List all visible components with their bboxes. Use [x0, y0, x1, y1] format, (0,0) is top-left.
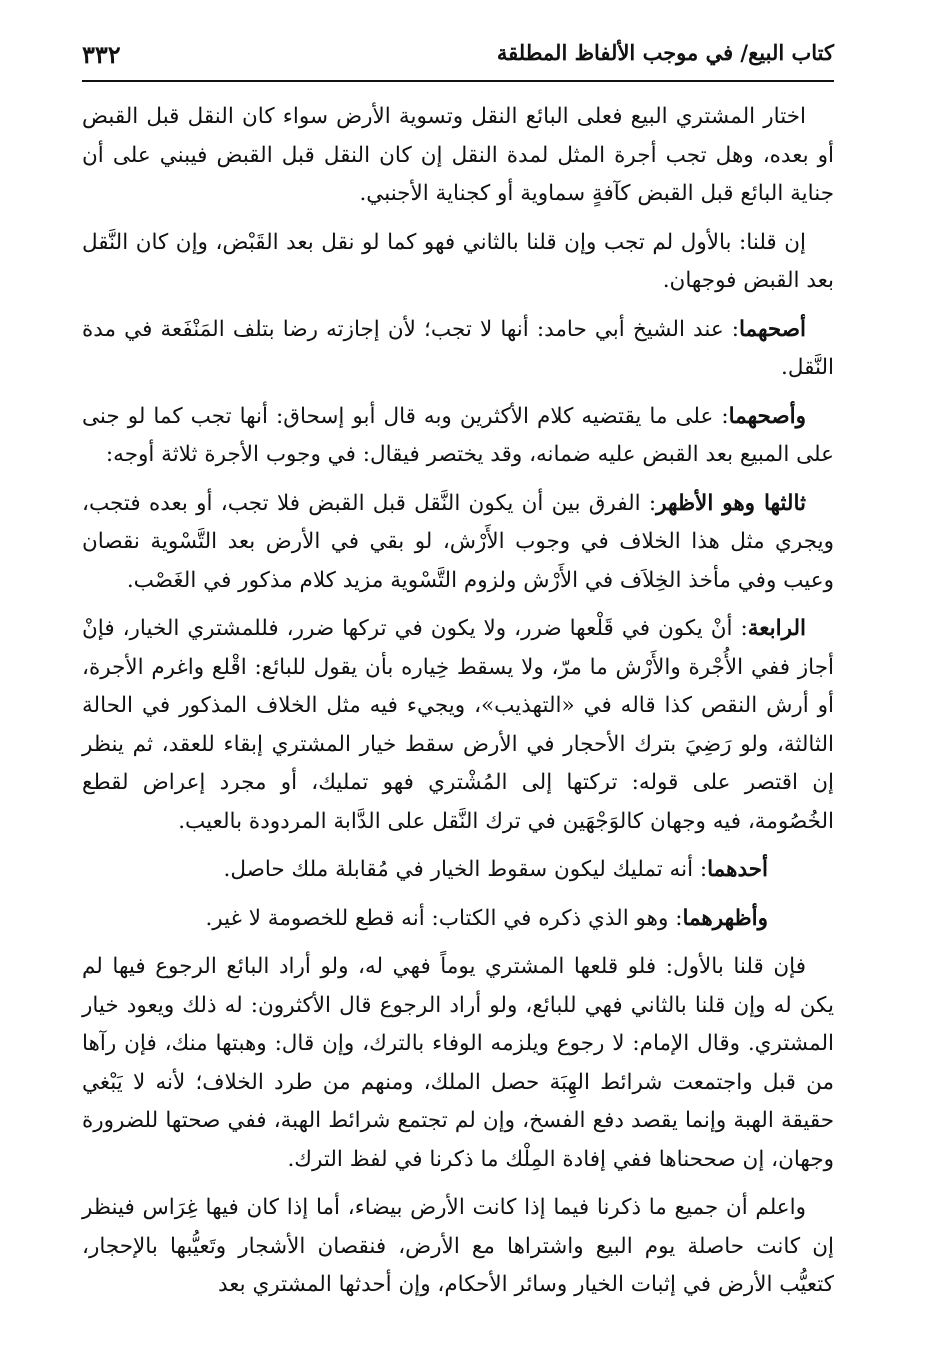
paragraph-text: : عند الشيخ أبي حامد: أنها لا تجب؛ لأن إجازته رضا بتلف المَنْفَعة في مدة النَّقل. [82, 316, 834, 380]
paragraph-text: إن قلنا: بالأول لم تجب وإن قلنا بالثاني فهو كما لو نقل بعد القَبْض، وإن كان النَّقل بعد القبض فوجهان. [82, 229, 834, 293]
paragraph-text: : الفرق بين أن يكون النَّقل قبل القبض فلا تجب، أو بعده فتجب، ويجري مثل هذا الخلاف في وجوب الأَرْش، لو بقي في الأرض بعد التَّسْوية نقصان وعيب وفي مأخذ الخِلاَف في الأَرْش ولزوم التَّسْوية مزيد كلام مذكور في الغَصْب. [82, 490, 834, 593]
paragraph-lead: وأصحهما [728, 403, 806, 429]
paragraph-lead: أحدهما [707, 857, 768, 882]
paragraph-6 [82, 610, 834, 841]
paragraph-7 [82, 851, 834, 890]
paragraph-10 [82, 1189, 834, 1305]
paragraph-8 [82, 900, 834, 939]
paragraph-1 [82, 98, 834, 214]
main-text [82, 98, 834, 1305]
paragraph-text: : وهو الذي ذكره في الكتاب: أنه قطع للخصومة لا غير. [205, 905, 683, 931]
running-head-title: كتاب البيع/ في موجب الألفاظ المطلقة [496, 40, 834, 65]
paragraph-text: فإن قلنا بالأول: فلو قلعها المشتري يوماً فهي له، ولو أراد البائع الرجوع فيها لم يكن له وإن قلنا بالثاني فهي للبائع، ولو أراد الرجوع قال الأكثرون: له ذلك ويعود خيار المشتري. وقال الإمام: لا رجوع ويلزمه الوفاء بالترك، وإن قال: وهبتها منك، فإن رآها من قبل واجتمعت شرائط الهِبَة حصل الملك، ومنهم من طرد الخلاف؛ لأنه لا يَبْغي حقيقة الهبة وإنما يقصد دفع الفسخ، وإن لم تجتمع شرائط الهبة، ففي صحتها للضرورة وجهان، إن صححناها ففي إفادة المِلْك ما ذكرنا في لفظ الترك. [82, 954, 834, 1172]
paragraph-5 [82, 485, 834, 601]
page-number: ٣٣٢ [82, 40, 121, 69]
paragraph-3 [82, 311, 834, 388]
paragraph-lead: وأظهرهما [682, 905, 768, 931]
running-head [82, 36, 834, 82]
paragraph-lead: الرابعة [747, 616, 806, 641]
paragraph-text: واعلم أن جميع ما ذكرنا فيما إذا كانت الأرض بيضاء، أما إذا كان فيها غِرَاس فينظر إن كانت حاصلة يوم البيع واشتراها مع الأرض، فنقصان الأشجار وتَعيُّبها بالإحجار، كتعيُّب الأرض في إثبات الخيار وسائر الأحكام، وإن أحدثها المشتري بعد [82, 1195, 834, 1297]
paragraph-text: : على ما يقتضيه كلام الأكثرين وبه قال أبو إسحاق: أنها تجب كما لو جنى على المبيع بعد القبض عليه ضمانه، وقد يختصر فيقال: في وجوب الأجرة ثلاثة أوجه: [82, 403, 834, 467]
paragraph-lead: أصحهما [739, 316, 806, 342]
header-divider [82, 80, 834, 82]
paragraph-text: : أنْ يكون في قَلْعها ضرر، ولا يكون في تركها ضرر، فللمشتري الخيار، فإنْ أجاز ففي الأُجْرة والأَرْش ما مرّ، ولا يسقط خِياره بأن يقول للبائع: اقْلع واغرم الأجرة، أو أرش النقص كذا قاله في «التهذيب»، ويجيء فيه مثل الخلاف المذكور في الحالة الثالثة، ولو رَضِيَ بترك الأحجار في الأرض سقط خيار المشتري إبقاء للعقد، ثم ينظر إن اقتصر على قوله: تركتها إلى المُشْتري فهو تمليك، أو مجرد إعراض لقطع الخُصُومة، فيه وجهان كالوَجْهَين في ترك النَّقل على الدَّابة المردودة بالعيب. [82, 616, 834, 834]
paragraph-text: : أنه تمليك ليكون سقوط الخيار في مُقابلة ملك حاصل. [223, 857, 708, 882]
paragraph-9 [82, 948, 834, 1179]
paragraph-text: اختار المشتري البيع فعلى البائع النقل وتسوية الأرض سواء كان النقل قبل القبض أو بعده، وهل تجب أجرة المثل لمدة النقل إن كان النقل قبل القبض فيبني على أن جناية البائع قبل القبض كآفةٍ سماوية أو كجناية الأجنبي. [82, 104, 834, 206]
paragraph-4 [82, 398, 834, 475]
paragraph-2 [82, 224, 834, 301]
paragraph-lead: ثالثها وهو الأظهر [656, 490, 806, 516]
